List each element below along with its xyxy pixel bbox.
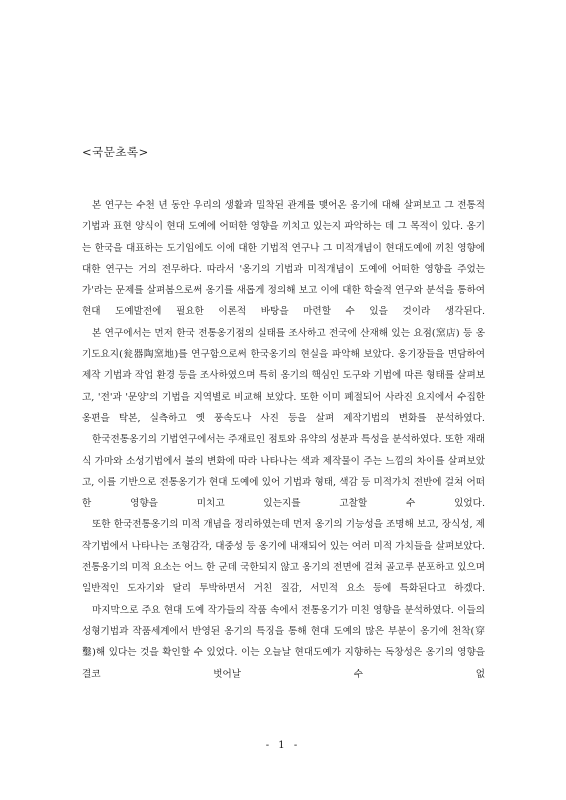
abstract-heading: <국문초록> [82,145,149,159]
page-number: - 1 - [265,740,301,751]
abstract-paragraph-4: 또한 한국전통옹기의 미적 개념을 정리하였는데 먼저 옹기의 기능성을 조명해 보고, 장식성, 제작기법에서 나타나는 조형감각, 대중성 등 옹기에 내재되어 있는 여러 미적 가치들을 살펴보았다. 전통옹기의 미적 요소는 어느 한 군데 국한되지 않고 옹기의 전면에 걸쳐 골고루 분포하고 있으며 일반적인 도자기와 달리 투박하면서 거친 질감, 서민적 요소 등에 특화된다고 하겠다. [82,519,485,595]
abstract-paragraph-5: 마지막으로 주요 현대 도예 작가들의 작품 속에서 전통옹기가 미친 영향을 분석하였다. 이들의 성형기법과 작품세계에서 반영된 옹기의 특징을 통해 현대 도예의 많은 부분이 옹기에 천착(穿鑿)해 있다는 것을 확인할 수 있었다. 이는 오늘날 현대도예가 지향하는 독창성은 옹기의 영향을 결코 벗어날 수 없 [82,604,485,680]
abstract-paragraph-1: 본 연구는 수천 년 동안 우리의 생활과 밀착된 관계를 맺어온 옹기에 대해 살펴보고 그 전통적 기법과 표현 양식이 현대 도예에 어떠한 영향을 끼치고 있는지 파악하는 데 그 목적이 있다. 옹기는 한국을 대표하는 도기임에도 이에 대한 기법적 연구나 그 미적개념이 현대도예에 끼친 영향에 대한 연구는 거의 전무하다. 따라서 '옹기의 기법과 미적개념이 도예에 어떠한 영향을 주었는가'라는 문제를 살펴봄으로써 옹기를 새롭게 정의해 보고 이에 대한 학술적 연구와 분석을 통하여 현대 도예발전에 필요한 이론적 바탕을 마련할 수 있을 것이라 생각된다. [82,200,485,318]
abstract-paragraph-2: 본 연구에서는 먼저 한국 전통옹기점의 실태를 조사하고 전국에 산재해 있는 요점(窯店) 등 옹기도요지(瓮器陶窯地)를 연구함으로써 한국옹기의 현실을 파악해 보았다. 옹기장들을 면담하여 제작 기법과 작업 환경 등을 조사하였으며 특히 옹기의 핵심인 도구와 기법에 따른 형태를 살펴보고, '전'과 '문양'의 기법을 지역별로 비교해 보았다. 또한 이미 폐절되어 사라진 요지에서 수집한 옹편을 탁본, 실측하고 옛 풍속도나 사진 등을 살펴 제작기법의 변화를 분석하였다. [82,327,485,424]
abstract-body [82,195,485,685]
abstract-paragraph-3: 한국전통옹기의 기법연구에서는 주재료인 점토와 유약의 성분과 특성을 분석하였다. 또한 재래식 가마와 소성기법에서 불의 변화에 따라 나타나는 색과 제작물이 주는 느낌의 차이를 살펴보았고, 이를 기반으로 전통옹기가 현대 도예에 있어 기법과 형태, 색감 등 미적가치 전반에 걸쳐 어떠한 영향을 미치고 있는지를 고찰할 수 있었다. [82,434,485,510]
